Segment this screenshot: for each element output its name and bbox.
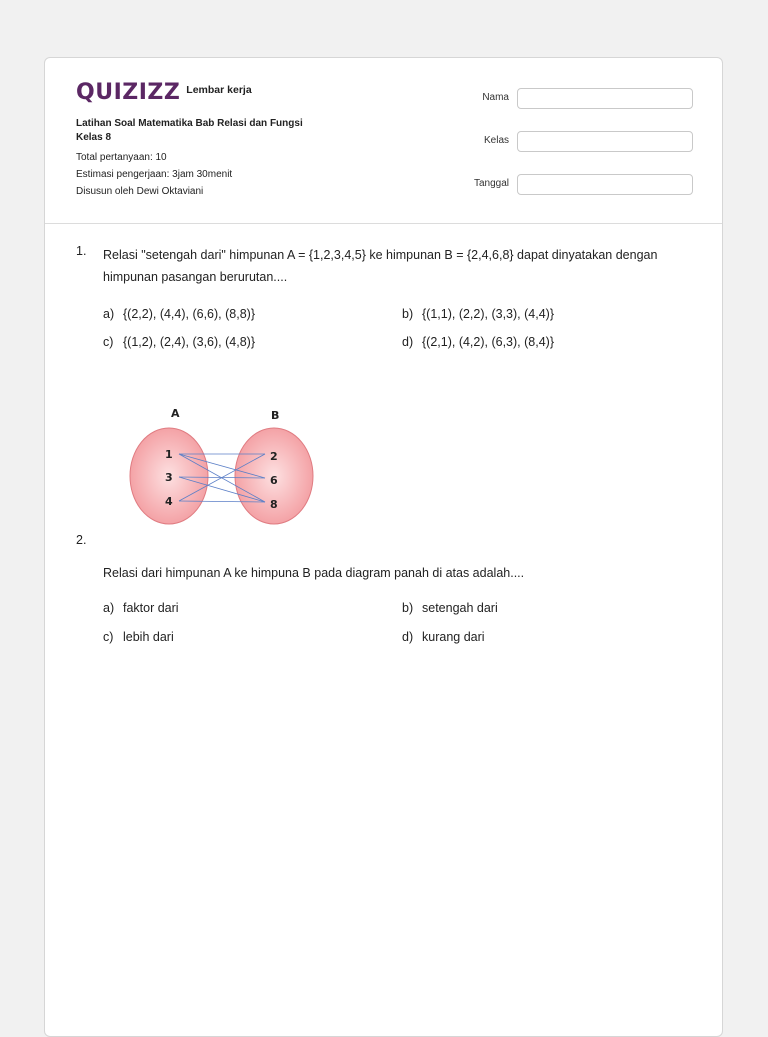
class-field[interactable]: [517, 131, 693, 152]
class-label: Kelas: [483, 135, 509, 146]
q2-option-b[interactable]: b) setengah dari: [402, 601, 498, 615]
quizizz-logo: QUIZIZZ: [76, 80, 181, 105]
set-a-element: 3: [165, 471, 173, 484]
q2-option-a[interactable]: a) faktor dari: [103, 601, 179, 615]
worksheet-page: [44, 57, 723, 1037]
worksheet-title: Latihan Soal Matematika Bab Relasi dan Fungsi: [76, 118, 303, 129]
question-text: Relasi "setengah dari" himpunan A = {1,2,3,4,5} ke himpunan B = {2,4,6,8} dapat dinyatakan dengan himpunan pasangan berurutan....: [103, 248, 658, 284]
q1-option-c[interactable]: c) {(1,2), (2,4), (3,6), (4,8)}: [103, 335, 255, 349]
q1-option-a[interactable]: a) {(2,2), (4,4), (6,6), (8,8)}: [103, 307, 255, 321]
set-b-element: 2: [270, 450, 278, 463]
question-number: 2.: [76, 533, 87, 547]
brand-row: [76, 80, 252, 105]
set-b-element: 6: [270, 474, 278, 487]
worksheet-subtitle: Lembar kerja: [186, 84, 252, 96]
date-label: Tanggal: [473, 178, 509, 189]
set-b-label: B: [271, 409, 280, 422]
author: Disusun oleh Dewi Oktaviani: [76, 186, 204, 197]
total-questions: Total pertanyaan: 10: [76, 152, 167, 163]
worksheet-meta: [76, 117, 303, 200]
name-label: Nama: [482, 92, 509, 103]
set-a-element: 1: [165, 448, 173, 461]
question-text: Relasi dari himpunan A ke himpuna B pada diagram panah di atas adalah....: [103, 566, 525, 580]
q1-option-b[interactable]: b) {(1,1), (2,2), (3,3), (4,4)}: [402, 307, 554, 321]
set-b-element: 8: [270, 498, 278, 511]
q2-option-d[interactable]: d) kurang dari: [402, 630, 485, 644]
arrow-diagram: [125, 403, 325, 538]
time-estimate: Estimasi pengerjaan: 3jam 30menit: [76, 169, 233, 180]
date-field[interactable]: [517, 174, 693, 195]
worksheet-header: [45, 58, 722, 224]
name-field[interactable]: [517, 88, 693, 109]
worksheet-class: Kelas 8: [76, 132, 112, 143]
question-number: 1.: [76, 244, 87, 258]
q2-option-c[interactable]: c) lebih dari: [103, 630, 174, 644]
set-a-element: 4: [165, 495, 173, 508]
set-a-label: A: [171, 407, 180, 420]
q1-option-d[interactable]: d) {(2,1), (4,2), (6,3), (8,4)}: [402, 335, 554, 349]
